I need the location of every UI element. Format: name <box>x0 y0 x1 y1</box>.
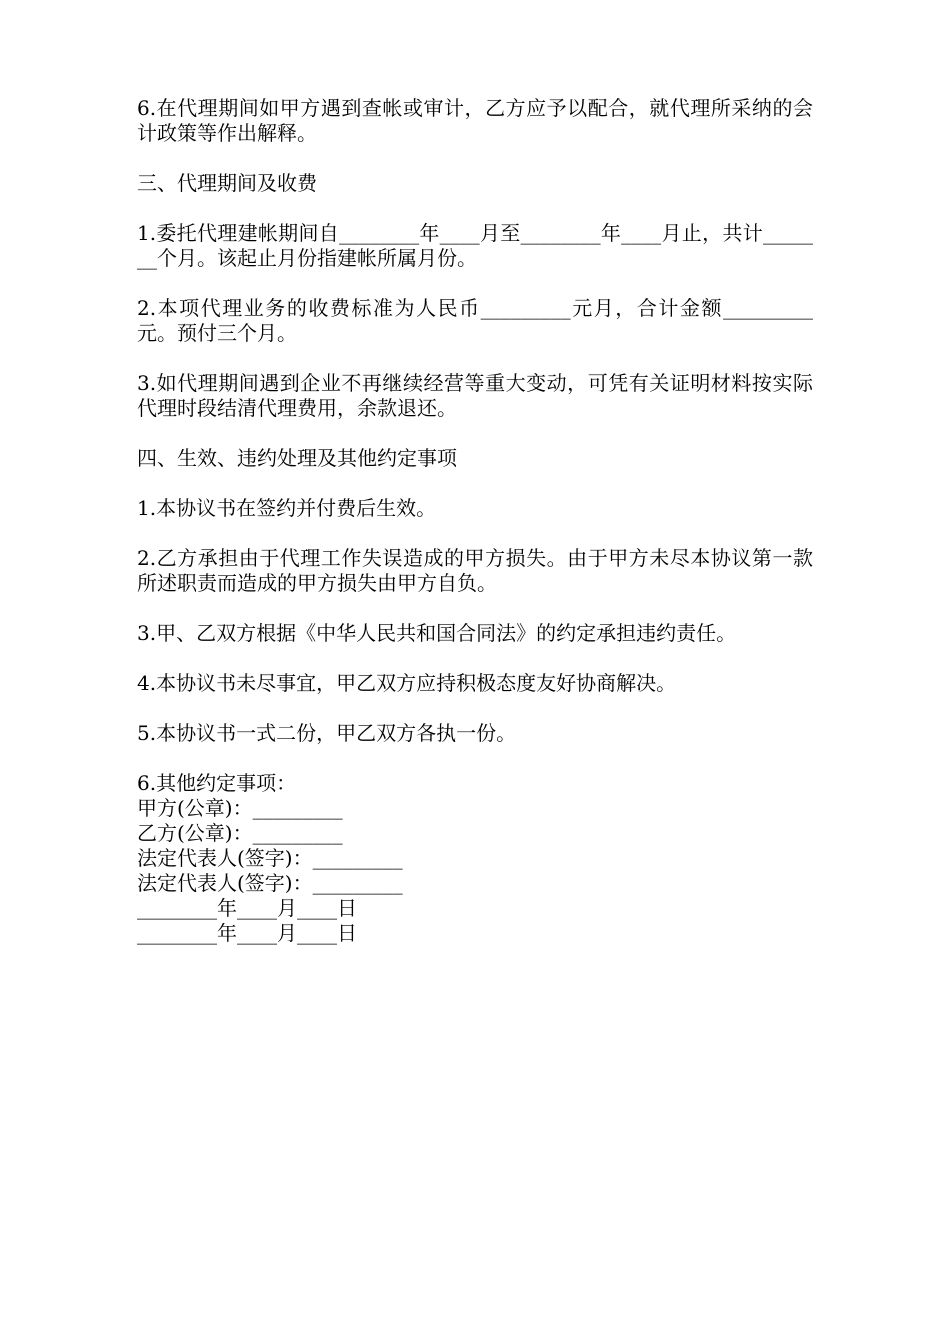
section-heading-4: 四、生效、违约处理及其他约定事项 <box>137 446 457 470</box>
clause-4-6: 6.其他约定事项： <box>137 771 297 795</box>
clause-4-1: 1.本协议书在签约并付费后生效。 <box>137 496 437 520</box>
clause-3-3: 3.如代理期间遇到企业不再继续经营等重大变动，可凭有关证明材料按实际代理时段结清代理费用，余款退还。 <box>137 371 813 420</box>
date-line-a: ________年____月____日 <box>137 896 357 920</box>
clause-4-2: 2.乙方承担由于代理工作失误造成的甲方损失。由于甲方未尽本协议第一款所述职责而造成的甲方损失由甲方自负。 <box>137 546 813 595</box>
signature-block <box>137 771 813 946</box>
clause-4-5: 5.本协议书一式二份，甲乙双方各执一份。 <box>137 721 517 745</box>
clause-3-1: 1.委托代理建帐期间自________年____月至________年____月止，共计_______个月。该起止月份指建帐所属月份。 <box>137 221 813 270</box>
representative-a-signature-line: 法定代表人(签字)：_________ <box>137 846 403 870</box>
date-line-b: ________年____月____日 <box>137 921 357 945</box>
party-a-seal-line: 甲方(公章)：_________ <box>137 796 343 820</box>
clause-4-4: 4.本协议书未尽事宜，甲乙双方应持积极态度友好协商解决。 <box>137 671 677 695</box>
section-heading-3: 三、代理期间及收费 <box>137 171 317 195</box>
clause-4-3: 3.甲、乙双方根据《中华人民共和国合同法》的约定承担违约责任。 <box>137 621 737 645</box>
clause-2-6: 6.在代理期间如甲方遇到查帐或审计，乙方应予以配合，就代理所采纳的会计政策等作出解释。 <box>137 96 813 145</box>
clause-3-2: 2.本项代理业务的收费标准为人民币_________元月，合计金额_________元。预付三个月。 <box>137 296 813 345</box>
representative-b-signature-line: 法定代表人(签字)：_________ <box>137 871 403 895</box>
document-page <box>137 96 813 946</box>
party-b-seal-line: 乙方(公章)：_________ <box>137 821 343 845</box>
